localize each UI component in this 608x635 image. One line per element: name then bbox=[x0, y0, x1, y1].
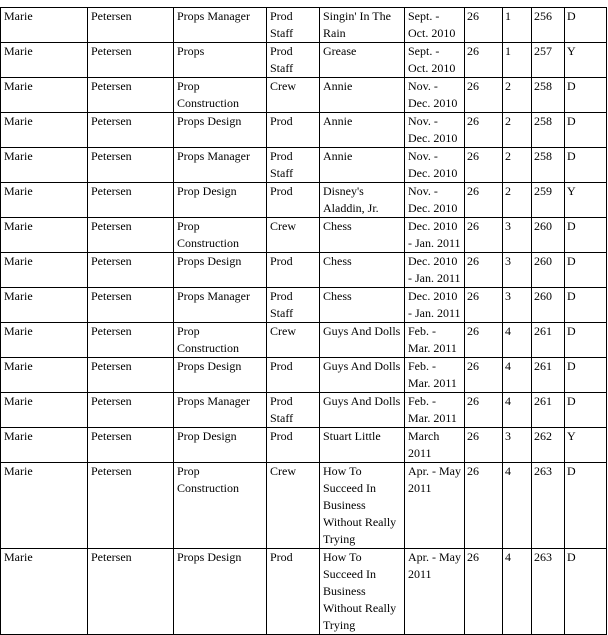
season-cell: 26 bbox=[465, 8, 503, 43]
first-name-cell: Marie bbox=[1, 113, 88, 148]
last-name-cell: Petersen bbox=[88, 218, 174, 253]
show-number-cell: 1 bbox=[503, 8, 532, 43]
run-dates-cell: Feb. - Mar. 2011 bbox=[405, 323, 465, 358]
season-cell: 26 bbox=[465, 253, 503, 288]
position-cell: Props Design bbox=[174, 549, 267, 635]
last-name-cell: Petersen bbox=[88, 78, 174, 113]
department-cell: Crew bbox=[267, 218, 320, 253]
season-cell: 26 bbox=[465, 358, 503, 393]
flag-cell: Y bbox=[565, 428, 607, 463]
table-row bbox=[1, 43, 607, 78]
position-cell: Prop Construction bbox=[174, 323, 267, 358]
show-number-cell: 3 bbox=[503, 428, 532, 463]
production-id-cell: 259 bbox=[532, 183, 565, 218]
department-cell: Prod bbox=[267, 253, 320, 288]
department-cell: Prod Staff bbox=[267, 393, 320, 428]
show-number-cell: 4 bbox=[503, 393, 532, 428]
position-cell: Props Manager bbox=[174, 8, 267, 43]
show-number-cell: 3 bbox=[503, 218, 532, 253]
flag-cell: D bbox=[565, 253, 607, 288]
credits-table bbox=[0, 7, 607, 635]
table-row bbox=[1, 113, 607, 148]
season-cell: 26 bbox=[465, 549, 503, 635]
show-title-cell: Annie bbox=[320, 148, 405, 183]
show-title-cell: Guys And Dolls bbox=[320, 323, 405, 358]
production-id-cell: 260 bbox=[532, 288, 565, 323]
first-name-cell: Marie bbox=[1, 549, 88, 635]
department-cell: Prod Staff bbox=[267, 148, 320, 183]
production-id-cell: 257 bbox=[532, 43, 565, 78]
last-name-cell: Petersen bbox=[88, 549, 174, 635]
table-row bbox=[1, 428, 607, 463]
run-dates-cell: Feb. - Mar. 2011 bbox=[405, 393, 465, 428]
show-number-cell: 1 bbox=[503, 43, 532, 78]
production-id-cell: 258 bbox=[532, 148, 565, 183]
production-id-cell: 258 bbox=[532, 78, 565, 113]
show-number-cell: 4 bbox=[503, 463, 532, 549]
flag-cell: D bbox=[565, 549, 607, 635]
show-number-cell: 2 bbox=[503, 148, 532, 183]
run-dates-cell: Nov. - Dec. 2010 bbox=[405, 183, 465, 218]
season-cell: 26 bbox=[465, 148, 503, 183]
position-cell: Props Manager bbox=[174, 288, 267, 323]
table-row bbox=[1, 358, 607, 393]
production-id-cell: 263 bbox=[532, 549, 565, 635]
position-cell: Props Design bbox=[174, 253, 267, 288]
production-id-cell: 261 bbox=[532, 358, 565, 393]
table-row bbox=[1, 218, 607, 253]
department-cell: Prod bbox=[267, 549, 320, 635]
production-id-cell: 263 bbox=[532, 463, 565, 549]
position-cell: Props bbox=[174, 43, 267, 78]
season-cell: 26 bbox=[465, 78, 503, 113]
flag-cell: D bbox=[565, 358, 607, 393]
first-name-cell: Marie bbox=[1, 358, 88, 393]
department-cell: Crew bbox=[267, 78, 320, 113]
last-name-cell: Petersen bbox=[88, 463, 174, 549]
run-dates-cell: Sept. - Oct. 2010 bbox=[405, 43, 465, 78]
department-cell: Crew bbox=[267, 323, 320, 358]
show-title-cell: Stuart Little bbox=[320, 428, 405, 463]
run-dates-cell: Nov. - Dec. 2010 bbox=[405, 148, 465, 183]
table-row bbox=[1, 393, 607, 428]
first-name-cell: Marie bbox=[1, 183, 88, 218]
show-title-cell: How To Succeed In Business Without Really Trying bbox=[320, 549, 405, 635]
run-dates-cell: March 2011 bbox=[405, 428, 465, 463]
show-number-cell: 3 bbox=[503, 253, 532, 288]
last-name-cell: Petersen bbox=[88, 43, 174, 78]
season-cell: 26 bbox=[465, 43, 503, 78]
show-number-cell: 2 bbox=[503, 78, 532, 113]
first-name-cell: Marie bbox=[1, 393, 88, 428]
season-cell: 26 bbox=[465, 463, 503, 549]
flag-cell: D bbox=[565, 8, 607, 43]
run-dates-cell: Dec. 2010 - Jan. 2011 bbox=[405, 218, 465, 253]
table-row bbox=[1, 288, 607, 323]
flag-cell: Y bbox=[565, 43, 607, 78]
show-title-cell: Chess bbox=[320, 253, 405, 288]
position-cell: Prop Construction bbox=[174, 218, 267, 253]
first-name-cell: Marie bbox=[1, 148, 88, 183]
season-cell: 26 bbox=[465, 183, 503, 218]
last-name-cell: Petersen bbox=[88, 288, 174, 323]
run-dates-cell: Dec. 2010 - Jan. 2011 bbox=[405, 288, 465, 323]
department-cell: Prod Staff bbox=[267, 8, 320, 43]
show-title-cell: Guys And Dolls bbox=[320, 358, 405, 393]
run-dates-cell: Dec. 2010 - Jan. 2011 bbox=[405, 253, 465, 288]
last-name-cell: Petersen bbox=[88, 113, 174, 148]
flag-cell: D bbox=[565, 113, 607, 148]
first-name-cell: Marie bbox=[1, 288, 88, 323]
table-row bbox=[1, 148, 607, 183]
flag-cell: D bbox=[565, 463, 607, 549]
flag-cell: D bbox=[565, 323, 607, 358]
department-cell: Prod bbox=[267, 113, 320, 148]
season-cell: 26 bbox=[465, 218, 503, 253]
run-dates-cell: Feb. - Mar. 2011 bbox=[405, 358, 465, 393]
show-title-cell: Disney's Aladdin, Jr. bbox=[320, 183, 405, 218]
last-name-cell: Petersen bbox=[88, 358, 174, 393]
flag-cell: D bbox=[565, 218, 607, 253]
department-cell: Crew bbox=[267, 463, 320, 549]
flag-cell: Y bbox=[565, 183, 607, 218]
position-cell: Props Manager bbox=[174, 393, 267, 428]
season-cell: 26 bbox=[465, 113, 503, 148]
production-id-cell: 258 bbox=[532, 113, 565, 148]
first-name-cell: Marie bbox=[1, 218, 88, 253]
production-id-cell: 256 bbox=[532, 8, 565, 43]
show-title-cell: Singin' In The Rain bbox=[320, 8, 405, 43]
flag-cell: D bbox=[565, 78, 607, 113]
department-cell: Prod bbox=[267, 183, 320, 218]
position-cell: Props Design bbox=[174, 113, 267, 148]
position-cell: Prop Construction bbox=[174, 78, 267, 113]
department-cell: Prod Staff bbox=[267, 43, 320, 78]
season-cell: 26 bbox=[465, 393, 503, 428]
table-row bbox=[1, 8, 607, 43]
first-name-cell: Marie bbox=[1, 8, 88, 43]
season-cell: 26 bbox=[465, 323, 503, 358]
table-row bbox=[1, 549, 607, 635]
show-title-cell: Chess bbox=[320, 288, 405, 323]
production-id-cell: 261 bbox=[532, 393, 565, 428]
last-name-cell: Petersen bbox=[88, 8, 174, 43]
production-id-cell: 261 bbox=[532, 323, 565, 358]
show-title-cell: Annie bbox=[320, 78, 405, 113]
show-title-cell: Grease bbox=[320, 43, 405, 78]
position-cell: Props Manager bbox=[174, 148, 267, 183]
show-title-cell: Annie bbox=[320, 113, 405, 148]
production-id-cell: 260 bbox=[532, 253, 565, 288]
first-name-cell: Marie bbox=[1, 78, 88, 113]
department-cell: Prod bbox=[267, 428, 320, 463]
flag-cell: D bbox=[565, 393, 607, 428]
run-dates-cell: Sept. - Oct. 2010 bbox=[405, 8, 465, 43]
run-dates-cell: Nov. - Dec. 2010 bbox=[405, 113, 465, 148]
show-title-cell: Guys And Dolls bbox=[320, 393, 405, 428]
last-name-cell: Petersen bbox=[88, 183, 174, 218]
show-number-cell: 2 bbox=[503, 113, 532, 148]
table-row bbox=[1, 323, 607, 358]
first-name-cell: Marie bbox=[1, 323, 88, 358]
department-cell: Prod Staff bbox=[267, 288, 320, 323]
show-number-cell: 4 bbox=[503, 358, 532, 393]
run-dates-cell: Apr. - May 2011 bbox=[405, 549, 465, 635]
run-dates-cell: Nov. - Dec. 2010 bbox=[405, 78, 465, 113]
table-row bbox=[1, 463, 607, 549]
table-row bbox=[1, 183, 607, 218]
flag-cell: D bbox=[565, 148, 607, 183]
department-cell: Prod bbox=[267, 358, 320, 393]
show-number-cell: 2 bbox=[503, 183, 532, 218]
first-name-cell: Marie bbox=[1, 253, 88, 288]
table-row bbox=[1, 253, 607, 288]
last-name-cell: Petersen bbox=[88, 393, 174, 428]
position-cell: Prop Design bbox=[174, 183, 267, 218]
last-name-cell: Petersen bbox=[88, 253, 174, 288]
season-cell: 26 bbox=[465, 428, 503, 463]
show-number-cell: 4 bbox=[503, 549, 532, 635]
position-cell: Props Design bbox=[174, 358, 267, 393]
season-cell: 26 bbox=[465, 288, 503, 323]
flag-cell: D bbox=[565, 288, 607, 323]
last-name-cell: Petersen bbox=[88, 428, 174, 463]
table-body bbox=[1, 8, 607, 635]
position-cell: Prop Construction bbox=[174, 463, 267, 549]
position-cell: Prop Design bbox=[174, 428, 267, 463]
first-name-cell: Marie bbox=[1, 428, 88, 463]
last-name-cell: Petersen bbox=[88, 323, 174, 358]
show-title-cell: Chess bbox=[320, 218, 405, 253]
show-title-cell: How To Succeed In Business Without Really Trying bbox=[320, 463, 405, 549]
first-name-cell: Marie bbox=[1, 463, 88, 549]
run-dates-cell: Apr. - May 2011 bbox=[405, 463, 465, 549]
show-number-cell: 4 bbox=[503, 323, 532, 358]
last-name-cell: Petersen bbox=[88, 148, 174, 183]
first-name-cell: Marie bbox=[1, 43, 88, 78]
show-number-cell: 3 bbox=[503, 288, 532, 323]
production-id-cell: 262 bbox=[532, 428, 565, 463]
production-id-cell: 260 bbox=[532, 218, 565, 253]
table-row bbox=[1, 78, 607, 113]
